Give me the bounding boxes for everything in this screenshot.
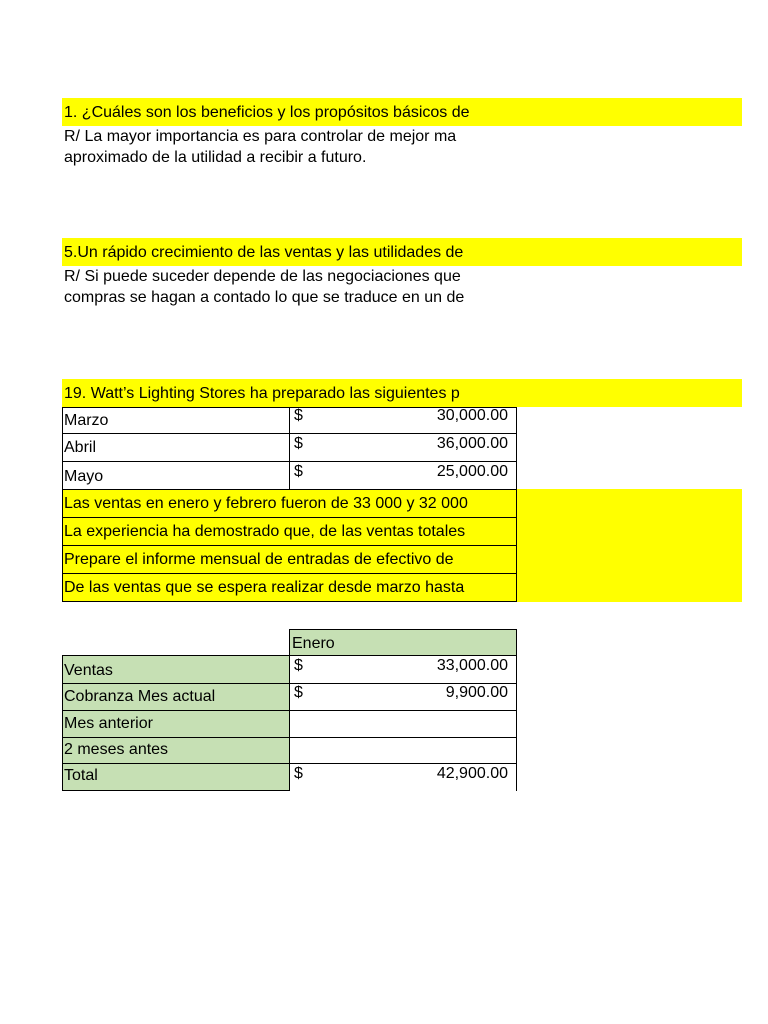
grid-line <box>289 629 517 630</box>
grid-line <box>62 601 517 602</box>
forecast-label-mayo[interactable]: Mayo <box>64 468 104 485</box>
table-label-mes-anterior[interactable]: Mes anterior <box>64 715 153 732</box>
forecast-amount-mayo[interactable]: 25,000.00 <box>436 463 508 480</box>
table-label-ventas[interactable]: Ventas <box>64 662 113 679</box>
answer-5-line-1[interactable]: R/ Si puede suceder depende de las negociaciones que <box>64 268 461 285</box>
grid-line <box>62 517 517 518</box>
forecast-label-marzo[interactable]: Marzo <box>64 412 109 429</box>
table-label-2-meses[interactable]: 2 meses antes <box>64 741 169 758</box>
grid-line <box>289 407 290 489</box>
forecast-currency-mayo: $ <box>294 463 303 480</box>
table-amount-cobranza[interactable]: 9,900.00 <box>445 684 508 701</box>
forecast-currency-marzo: $ <box>294 407 303 424</box>
grid-line <box>62 790 290 791</box>
grid-line <box>62 573 517 574</box>
grid-line <box>62 489 517 490</box>
table-header-enero[interactable]: Enero <box>292 635 335 652</box>
table-amount-ventas[interactable]: 33,000.00 <box>436 657 508 674</box>
question-5[interactable]: 5.Un rápido crecimiento de las ventas y las utilidades de <box>64 244 464 261</box>
note-1[interactable]: Las ventas en enero y febrero fueron de 33 000 y 32 000 <box>64 495 468 512</box>
forecast-amount-abril[interactable]: 36,000.00 <box>436 435 508 452</box>
table-currency-total: $ <box>294 765 303 782</box>
grid-line <box>516 629 517 791</box>
answer-1-line-2[interactable]: aproximado de la utilidad a recibir a futuro. <box>64 149 367 166</box>
table-amount-total[interactable]: 42,900.00 <box>436 765 508 782</box>
answer-5-line-2[interactable]: compras se hagan a contado lo que se traduce en un de <box>64 289 465 306</box>
question-19[interactable]: 19. Watt’s Lighting Stores ha preparado las siguientes p <box>64 385 460 402</box>
grid-line <box>62 489 63 602</box>
question-1[interactable]: 1. ¿Cuáles son los beneficios y los propósitos básicos de <box>64 104 470 121</box>
table-currency-cobranza: $ <box>294 684 303 701</box>
grid-line <box>62 655 63 791</box>
forecast-amount-marzo[interactable]: 30,000.00 <box>436 407 508 424</box>
grid-line <box>289 629 290 791</box>
note-4[interactable]: De las ventas que se espera realizar desde marzo hasta <box>64 579 465 596</box>
answer-1-line-1[interactable]: R/ La mayor importancia es para controlar de mejor ma <box>64 128 457 145</box>
forecast-label-abril[interactable]: Abril <box>64 439 97 456</box>
table-label-cobranza[interactable]: Cobranza Mes actual <box>64 688 216 705</box>
note-2[interactable]: La experiencia ha demostrado que, de las ventas totales <box>64 523 466 540</box>
note-3[interactable]: Prepare el informe mensual de entradas de efectivo de <box>64 551 454 568</box>
table-currency-ventas: $ <box>294 657 303 674</box>
grid-line <box>516 407 517 489</box>
grid-line <box>62 407 63 489</box>
grid-line <box>62 545 517 546</box>
grid-line <box>516 489 517 602</box>
forecast-currency-abril: $ <box>294 435 303 452</box>
table-label-total[interactable]: Total <box>64 767 98 784</box>
